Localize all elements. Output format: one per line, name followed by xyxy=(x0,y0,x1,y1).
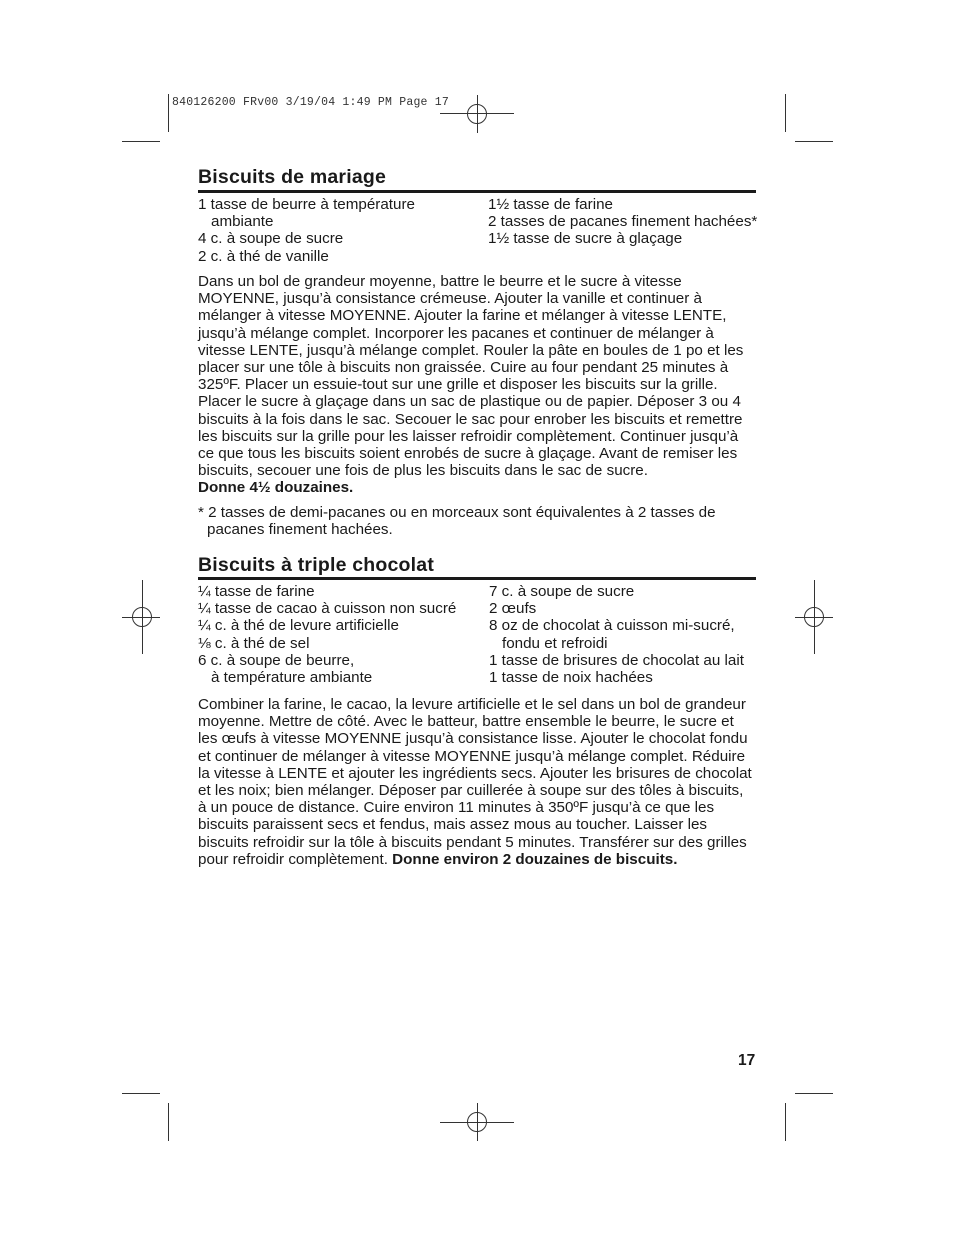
method-line: biscuits à la fois dans le sac. Secouer le sac pour enrober les biscuits et remettre xyxy=(198,410,743,428)
method-line: biscuits refroidir sur la tôle à biscuits pendant 5 minutes. Transférer sur des grilles xyxy=(198,833,747,851)
title-rule xyxy=(198,577,756,580)
print-slug: 840126200 FRv00 3/19/04 1:49 PM Page 17 xyxy=(172,96,449,109)
method-line: et continuer de mélanger à vitesse MOYENNE jusqu’à mélange complet. Réduire xyxy=(198,747,746,765)
method-line: à un pouce de distance. Cuire environ 11 minutes à 350ºF jusqu’à ce que les xyxy=(198,799,715,817)
ingredient: 2 tasses de pacanes finement hachées* xyxy=(488,213,758,231)
method-line-text: pour refroidir complètement. xyxy=(198,850,388,868)
footnote-line: * 2 tasses de demi-pacanes ou en morceaux sont équivalentes à 2 tasses de xyxy=(198,504,716,521)
ingredients-left xyxy=(198,196,478,265)
registration-circle xyxy=(132,607,152,627)
method-line: mélanger à vitesse MOYENNE. Ajouter la farine et mélanger à vitesse LENTE, xyxy=(198,307,727,325)
method-line: moyenne. Mettre de côté. Avec le batteur, battre ensemble le beurre, le sucre et xyxy=(198,713,734,731)
recipe-yield: Donne 4½ douzaines. xyxy=(198,479,354,497)
method-line: Placer le sucre à glaçage dans un sac de plastique ou de papier. Déposer 3 ou 4 xyxy=(198,393,741,411)
method-line: 325ºF. Placer un essuie-tout sur une grille et disposer les biscuits sur la grille. xyxy=(198,376,718,394)
ingredient: ¼ tasse de farine xyxy=(198,583,315,600)
method-line: la vitesse à LENTE et ajouter les ingrédients secs. Ajouter les brisures de chocolat xyxy=(198,764,752,782)
ingredient: 1½ tasse de sucre à glaçage xyxy=(488,230,683,248)
crop-mark xyxy=(795,1093,833,1094)
ingredient: 4 c. à soupe de sucre xyxy=(198,230,344,248)
footnote-line: pacanes finement hachées. xyxy=(207,521,393,539)
recipe-yield: Donne environ 2 douzaines de biscuits. xyxy=(392,850,678,868)
method-line: biscuits paraissent secs et fendus, mais assez mous au toucher. Laisser les xyxy=(198,816,708,834)
method-line: jusqu’à mélange complet. Incorporer les pacanes et continuer de mélanger à xyxy=(198,324,714,342)
footnote xyxy=(198,504,758,538)
crop-mark xyxy=(122,141,160,142)
ingredient: 1½ tasse de farine xyxy=(488,196,613,213)
crop-mark xyxy=(168,94,169,132)
method-line: vitesse LENTE, jusqu’à mélange complet. Rouler la pâte en boules de 1 po et les xyxy=(198,341,744,359)
ingredient: 1 tasse de brisures de chocolat au lait xyxy=(489,651,744,669)
ingredient-continuation: ambiante xyxy=(211,213,274,231)
ingredient: 8 oz de chocolat à cuisson mi-sucré, xyxy=(489,617,735,635)
method-line: et les noix; bien mélanger. Déposer par cuillerée à soupe sur des tôles à biscuits, xyxy=(198,782,744,800)
registration-circle xyxy=(804,607,824,627)
crop-mark xyxy=(795,141,833,142)
registration-circle xyxy=(467,1112,487,1132)
ingredient: 2 œufs xyxy=(489,600,537,618)
ingredient: 1 tasse de beurre à température xyxy=(198,196,415,213)
ingredient-continuation: fondu et refroidi xyxy=(502,634,608,652)
method-line: Dans un bol de grandeur moyenne, battre le beurre et le sucre à vitesse xyxy=(198,273,682,290)
method-line: placer sur une tôle à biscuits non graissée. Cuire au four pendant 25 minutes à xyxy=(198,359,729,377)
ingredients-right xyxy=(488,196,768,248)
ingredient: ⅛ c. à thé de sel xyxy=(198,634,310,652)
ingredient: 6 c. à soupe de beurre, xyxy=(198,651,355,669)
crop-mark xyxy=(785,94,786,132)
recipe-title: Biscuits à triple chocolat xyxy=(198,554,435,576)
ingredient: 7 c. à soupe de sucre xyxy=(489,583,635,600)
crop-mark xyxy=(122,1093,160,1094)
crop-mark xyxy=(785,1103,786,1141)
ingredient: ¼ c. à thé de levure artificielle xyxy=(198,617,399,635)
registration-circle xyxy=(467,104,487,124)
page-number: 17 xyxy=(738,1052,756,1069)
method-paragraph xyxy=(198,696,758,868)
crop-mark xyxy=(168,1103,169,1141)
method-line: Combiner la farine, le cacao, la levure artificielle et le sel dans un bol de grandeur xyxy=(198,696,746,713)
method-paragraph xyxy=(198,273,758,497)
method-line-last xyxy=(198,851,758,868)
ingredient: 2 c. à thé de vanille xyxy=(198,247,329,265)
title-rule xyxy=(198,190,756,193)
ingredient: ¼ tasse de cacao à cuisson non sucré xyxy=(198,600,457,618)
method-line: ce que tous les biscuits soient enrobés de sucre à glaçage. Avant de remiser les xyxy=(198,445,738,463)
recipe-title: Biscuits de mariage xyxy=(198,166,387,188)
method-line: MOYENNE, jusqu’à consistance crémeuse. Ajouter la vanille et continuer à xyxy=(198,290,702,308)
ingredients-right xyxy=(489,583,769,686)
method-line: les biscuits sur la grille pour les laisser refroidir complètement. Continuer jusqu’à xyxy=(198,427,739,445)
method-line: les œufs à vitesse MOYENNE jusqu’à consistance lisse. Ajouter le chocolat fondu xyxy=(198,730,748,748)
ingredient: 1 tasse de noix hachées xyxy=(489,669,653,687)
method-line: biscuits, secouer une fois de plus les biscuits dans le sac de sucre. xyxy=(198,462,648,480)
ingredient-continuation: à température ambiante xyxy=(211,669,373,687)
ingredients-left xyxy=(198,583,483,686)
